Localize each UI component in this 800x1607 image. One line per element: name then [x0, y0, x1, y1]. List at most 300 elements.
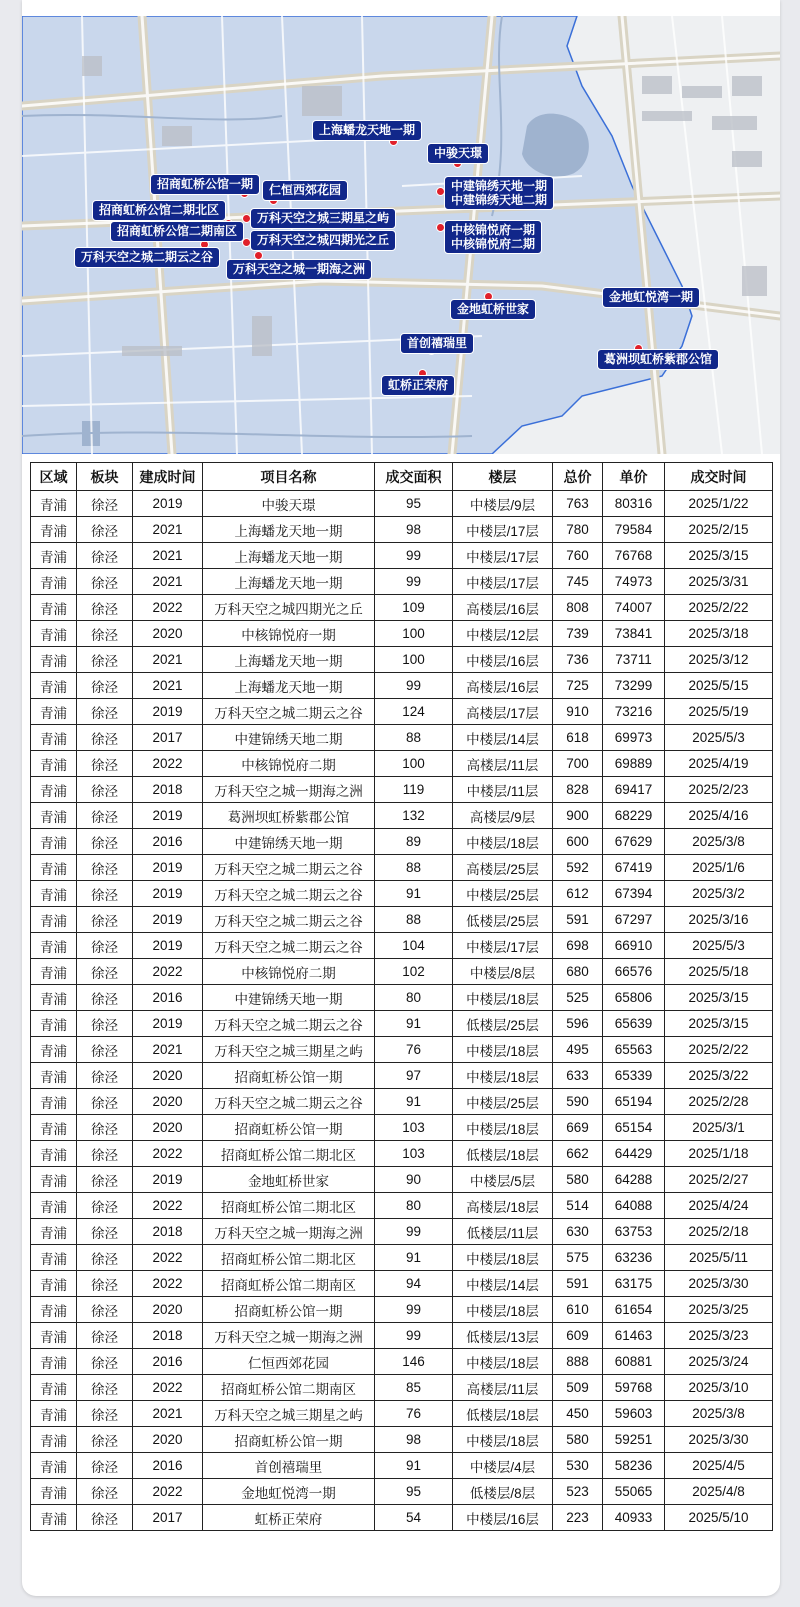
table-row [31, 1141, 773, 1167]
cell-col-area: 98 [375, 1427, 453, 1453]
table-row [31, 855, 773, 881]
location-map[interactable] [22, 16, 780, 454]
table-row [31, 517, 773, 543]
cell-col-built-year: 2019 [133, 933, 203, 959]
cell-col-unit-price: 67297 [603, 907, 665, 933]
cell-col-project: 招商虹桥公馆一期 [203, 1427, 375, 1453]
cell-col-built-year: 2019 [133, 1011, 203, 1037]
cell-col-total-price: 633 [553, 1063, 603, 1089]
cell-col-unit-price: 79584 [603, 517, 665, 543]
header-col-area: 成交面积 [375, 463, 453, 491]
cell-col-floor: 中楼层/8层 [453, 959, 553, 985]
content-card [22, 0, 780, 1596]
cell-col-unit-price: 67419 [603, 855, 665, 881]
cell-col-total-price: 450 [553, 1401, 603, 1427]
cell-col-unit-price: 74007 [603, 595, 665, 621]
cell-col-built-year: 2020 [133, 1297, 203, 1323]
cell-col-deal-date: 2025/3/23 [665, 1323, 773, 1349]
cell-col-area: 99 [375, 569, 453, 595]
table-row [31, 1453, 773, 1479]
cell-col-deal-date: 2025/4/19 [665, 751, 773, 777]
cell-col-area: 80 [375, 1193, 453, 1219]
cell-col-built-year: 2020 [133, 1063, 203, 1089]
cell-col-region: 青浦 [31, 1505, 77, 1531]
cell-col-area: 90 [375, 1167, 453, 1193]
cell-col-built-year: 2020 [133, 1089, 203, 1115]
cell-col-deal-date: 2025/5/15 [665, 673, 773, 699]
map-label-zhaoshang-1[interactable]: 招商虹桥公馆一期 [150, 174, 260, 195]
cell-col-unit-price: 69889 [603, 751, 665, 777]
cell-col-deal-date: 2025/5/19 [665, 699, 773, 725]
header-col-built-year: 建成时间 [133, 463, 203, 491]
cell-col-unit-price: 63753 [603, 1219, 665, 1245]
header-col-project: 项目名称 [203, 463, 375, 491]
cell-col-floor: 中楼层/17层 [453, 543, 553, 569]
cell-col-region: 青浦 [31, 569, 77, 595]
table-row [31, 1427, 773, 1453]
cell-col-floor: 中楼层/14层 [453, 725, 553, 751]
map-label-zhonghe[interactable] [444, 220, 542, 254]
table-row [31, 1011, 773, 1037]
cell-col-area: 91 [375, 1089, 453, 1115]
cell-col-area: 95 [375, 491, 453, 517]
cell-col-deal-date: 2025/2/15 [665, 517, 773, 543]
cell-col-unit-price: 69973 [603, 725, 665, 751]
header-col-region: 区域 [31, 463, 77, 491]
map-label-zhongjun[interactable]: 中骏天璟 [427, 143, 489, 164]
cell-col-sector: 徐泾 [77, 777, 133, 803]
cell-col-project: 中核锦悦府一期 [203, 621, 375, 647]
cell-col-sector: 徐泾 [77, 933, 133, 959]
header-col-total-price: 总价 [553, 463, 603, 491]
cell-col-floor: 中楼层/17层 [453, 569, 553, 595]
cell-col-area: 76 [375, 1037, 453, 1063]
cell-col-unit-price: 65339 [603, 1063, 665, 1089]
cell-col-project: 招商虹桥公馆二期南区 [203, 1271, 375, 1297]
cell-col-deal-date: 2025/3/8 [665, 1401, 773, 1427]
cell-col-region: 青浦 [31, 803, 77, 829]
cell-col-unit-price: 59603 [603, 1401, 665, 1427]
cell-col-sector: 徐泾 [77, 1505, 133, 1531]
cell-col-deal-date: 2025/2/23 [665, 777, 773, 803]
cell-col-sector: 徐泾 [77, 959, 133, 985]
table-row [31, 1063, 773, 1089]
cell-col-floor: 低楼层/8层 [453, 1479, 553, 1505]
cell-col-sector: 徐泾 [77, 699, 133, 725]
cell-col-region: 青浦 [31, 1375, 77, 1401]
cell-col-unit-price: 59768 [603, 1375, 665, 1401]
cell-col-region: 青浦 [31, 543, 77, 569]
cell-col-total-price: 600 [553, 829, 603, 855]
cell-col-project: 万科天空之城三期星之屿 [203, 1401, 375, 1427]
cell-col-built-year: 2022 [133, 959, 203, 985]
cell-col-deal-date: 2025/4/16 [665, 803, 773, 829]
map-label-vanke-4[interactable]: 万科天空之城四期光之丘 [250, 230, 396, 251]
header-col-unit-price: 单价 [603, 463, 665, 491]
table-row [31, 751, 773, 777]
cell-col-area: 98 [375, 517, 453, 543]
table-row [31, 543, 773, 569]
cell-col-project: 招商虹桥公馆二期北区 [203, 1141, 375, 1167]
cell-col-deal-date: 2025/3/16 [665, 907, 773, 933]
cell-col-floor: 高楼层/11层 [453, 1375, 553, 1401]
cell-col-total-price: 530 [553, 1453, 603, 1479]
cell-col-area: 97 [375, 1063, 453, 1089]
cell-col-floor: 中楼层/18层 [453, 985, 553, 1011]
table-row [31, 1323, 773, 1349]
cell-col-sector: 徐泾 [77, 855, 133, 881]
cell-col-built-year: 2022 [133, 1141, 203, 1167]
cell-col-area: 146 [375, 1349, 453, 1375]
cell-col-total-price: 888 [553, 1349, 603, 1375]
cell-col-built-year: 2019 [133, 855, 203, 881]
cell-col-project: 中核锦悦府二期 [203, 959, 375, 985]
cell-col-area: 91 [375, 881, 453, 907]
table-row [31, 803, 773, 829]
cell-col-deal-date: 2025/5/3 [665, 933, 773, 959]
map-label-zhaoshang-2n[interactable]: 招商虹桥公馆二期北区 [92, 200, 226, 221]
header-col-sector: 板块 [77, 463, 133, 491]
cell-col-sector: 徐泾 [77, 803, 133, 829]
cell-col-region: 青浦 [31, 621, 77, 647]
cell-col-project: 万科天空之城二期云之谷 [203, 907, 375, 933]
cell-col-total-price: 700 [553, 751, 603, 777]
cell-col-area: 103 [375, 1115, 453, 1141]
table-row [31, 569, 773, 595]
cell-col-region: 青浦 [31, 699, 77, 725]
map-label-vanke-3[interactable]: 万科天空之城三期星之屿 [250, 208, 396, 229]
cell-col-region: 青浦 [31, 1427, 77, 1453]
cell-col-deal-date: 2025/5/18 [665, 959, 773, 985]
cell-col-unit-price: 58236 [603, 1453, 665, 1479]
cell-col-deal-date: 2025/4/8 [665, 1479, 773, 1505]
cell-col-deal-date: 2025/3/15 [665, 985, 773, 1011]
cell-col-sector: 徐泾 [77, 1167, 133, 1193]
cell-col-unit-price: 61463 [603, 1323, 665, 1349]
cell-col-area: 94 [375, 1271, 453, 1297]
cell-col-project: 首创禧瑞里 [203, 1453, 375, 1479]
cell-col-region: 青浦 [31, 907, 77, 933]
cell-col-deal-date: 2025/3/24 [665, 1349, 773, 1375]
cell-col-area: 85 [375, 1375, 453, 1401]
cell-col-floor: 低楼层/13层 [453, 1323, 553, 1349]
cell-col-region: 青浦 [31, 1089, 77, 1115]
cell-col-unit-price: 69417 [603, 777, 665, 803]
cell-col-total-price: 780 [553, 517, 603, 543]
cell-col-deal-date: 2025/5/3 [665, 725, 773, 751]
cell-col-project: 葛洲坝虹桥紫郡公馆 [203, 803, 375, 829]
cell-col-area: 88 [375, 907, 453, 933]
cell-col-project: 中骏天璟 [203, 491, 375, 517]
cell-col-region: 青浦 [31, 777, 77, 803]
cell-col-project: 中建锦绣天地一期 [203, 829, 375, 855]
cell-col-project: 上海蟠龙天地一期 [203, 569, 375, 595]
cell-col-floor: 高楼层/18层 [453, 1193, 553, 1219]
map-label-zhongjian[interactable] [444, 176, 554, 210]
map-label-renheng[interactable]: 仁恒西郊花园 [262, 180, 348, 201]
table-row [31, 621, 773, 647]
cell-col-floor: 中楼层/25层 [453, 1089, 553, 1115]
cell-col-unit-price: 66910 [603, 933, 665, 959]
cell-col-unit-price: 63175 [603, 1271, 665, 1297]
cell-col-deal-date: 2025/3/2 [665, 881, 773, 907]
table-row [31, 1375, 773, 1401]
transaction-table [30, 462, 773, 1531]
cell-col-area: 102 [375, 959, 453, 985]
cell-col-sector: 徐泾 [77, 1375, 133, 1401]
cell-col-floor: 中楼层/18层 [453, 1427, 553, 1453]
cell-col-area: 80 [375, 985, 453, 1011]
cell-col-area: 124 [375, 699, 453, 725]
cell-col-built-year: 2022 [133, 1271, 203, 1297]
cell-col-project: 万科天空之城二期云之谷 [203, 881, 375, 907]
cell-col-built-year: 2019 [133, 1167, 203, 1193]
cell-col-unit-price: 74973 [603, 569, 665, 595]
cell-col-unit-price: 65806 [603, 985, 665, 1011]
cell-col-floor: 中楼层/5层 [453, 1167, 553, 1193]
cell-col-project: 万科天空之城二期云之谷 [203, 1089, 375, 1115]
cell-col-region: 青浦 [31, 829, 77, 855]
cell-col-total-price: 223 [553, 1505, 603, 1531]
cell-col-floor: 中楼层/18层 [453, 1115, 553, 1141]
cell-col-region: 青浦 [31, 1323, 77, 1349]
cell-col-deal-date: 2025/2/22 [665, 1037, 773, 1063]
table-row [31, 829, 773, 855]
cell-col-sector: 徐泾 [77, 1297, 133, 1323]
cell-col-unit-price: 64088 [603, 1193, 665, 1219]
map-label-zhaoshang-2s[interactable]: 招商虹桥公馆二期南区 [110, 221, 244, 242]
table-row [31, 647, 773, 673]
cell-col-floor: 中楼层/18层 [453, 1063, 553, 1089]
cell-col-floor: 中楼层/9层 [453, 491, 553, 517]
table-row [31, 1167, 773, 1193]
cell-col-project: 招商虹桥公馆二期南区 [203, 1375, 375, 1401]
map-label-vanke-1[interactable]: 万科天空之城一期海之洲 [226, 259, 372, 280]
cell-col-sector: 徐泾 [77, 1037, 133, 1063]
cell-col-deal-date: 2025/1/18 [665, 1141, 773, 1167]
cell-col-project: 万科天空之城三期星之屿 [203, 1037, 375, 1063]
table-row [31, 1115, 773, 1141]
cell-col-sector: 徐泾 [77, 1115, 133, 1141]
table-row [31, 725, 773, 751]
cell-col-unit-price: 65563 [603, 1037, 665, 1063]
cell-col-area: 88 [375, 725, 453, 751]
cell-col-region: 青浦 [31, 1063, 77, 1089]
map-label-zhongjian-line2: 中建锦绣天地二期 [451, 193, 548, 207]
cell-col-sector: 徐泾 [77, 1479, 133, 1505]
cell-col-total-price: 680 [553, 959, 603, 985]
cell-col-floor: 中楼层/4层 [453, 1453, 553, 1479]
cell-col-region: 青浦 [31, 517, 77, 543]
map-label-vanke-2[interactable]: 万科天空之城二期云之谷 [74, 247, 220, 268]
cell-col-total-price: 910 [553, 699, 603, 725]
cell-col-area: 88 [375, 855, 453, 881]
cell-col-area: 99 [375, 543, 453, 569]
cell-col-project: 金地虹桥世家 [203, 1167, 375, 1193]
cell-col-unit-price: 61654 [603, 1297, 665, 1323]
map-label-shanghai-xulong[interactable]: 上海蟠龙天地一期 [312, 120, 422, 141]
cell-col-deal-date: 2025/3/15 [665, 1011, 773, 1037]
cell-col-sector: 徐泾 [77, 1141, 133, 1167]
cell-col-floor: 高楼层/25层 [453, 855, 553, 881]
table-row [31, 933, 773, 959]
cell-col-region: 青浦 [31, 933, 77, 959]
cell-col-total-price: 609 [553, 1323, 603, 1349]
cell-col-sector: 徐泾 [77, 673, 133, 699]
cell-col-total-price: 525 [553, 985, 603, 1011]
cell-col-sector: 徐泾 [77, 1401, 133, 1427]
cell-col-region: 青浦 [31, 985, 77, 1011]
cell-col-built-year: 2016 [133, 829, 203, 855]
cell-col-unit-price: 40933 [603, 1505, 665, 1531]
cell-col-sector: 徐泾 [77, 1453, 133, 1479]
cell-col-floor: 中楼层/12层 [453, 621, 553, 647]
cell-col-total-price: 760 [553, 543, 603, 569]
cell-col-built-year: 2020 [133, 1427, 203, 1453]
cell-col-deal-date: 2025/1/6 [665, 855, 773, 881]
cell-col-region: 青浦 [31, 1271, 77, 1297]
cell-col-deal-date: 2025/2/22 [665, 595, 773, 621]
cell-col-project: 招商虹桥公馆一期 [203, 1115, 375, 1141]
map-label-zhonghe-line2: 中核锦悦府二期 [451, 237, 536, 251]
cell-col-project: 万科天空之城一期海之洲 [203, 1219, 375, 1245]
cell-col-region: 青浦 [31, 595, 77, 621]
cell-col-region: 青浦 [31, 1245, 77, 1271]
cell-col-deal-date: 2025/5/10 [665, 1505, 773, 1531]
cell-col-built-year: 2018 [133, 1219, 203, 1245]
map-label-gezhouba[interactable]: 葛洲坝虹桥紫郡公馆 [597, 349, 719, 370]
cell-col-project: 虹桥正荣府 [203, 1505, 375, 1531]
table-row [31, 777, 773, 803]
cell-col-floor: 中楼层/16层 [453, 647, 553, 673]
cell-col-region: 青浦 [31, 1115, 77, 1141]
cell-col-unit-price: 64288 [603, 1167, 665, 1193]
cell-col-floor: 高楼层/17层 [453, 699, 553, 725]
cell-col-total-price: 618 [553, 725, 603, 751]
cell-col-floor: 中楼层/17层 [453, 517, 553, 543]
cell-col-unit-price: 73711 [603, 647, 665, 673]
cell-col-floor: 中楼层/18层 [453, 1037, 553, 1063]
cell-col-unit-price: 63236 [603, 1245, 665, 1271]
cell-col-floor: 中楼层/18层 [453, 829, 553, 855]
cell-col-deal-date: 2025/3/30 [665, 1271, 773, 1297]
cell-col-unit-price: 64429 [603, 1141, 665, 1167]
cell-col-deal-date: 2025/2/27 [665, 1167, 773, 1193]
table-header [31, 463, 773, 491]
cell-col-area: 91 [375, 1011, 453, 1037]
table-row [31, 907, 773, 933]
map-label-jindi-hongqiao[interactable]: 金地虹桥世家 [450, 299, 536, 320]
cell-col-sector: 徐泾 [77, 1193, 133, 1219]
cell-col-project: 万科天空之城二期云之谷 [203, 699, 375, 725]
cell-col-unit-price: 60881 [603, 1349, 665, 1375]
map-label-jindi-hongyue[interactable]: 金地虹悦湾一期 [602, 287, 700, 308]
cell-col-built-year: 2019 [133, 907, 203, 933]
table-body [31, 491, 773, 1531]
cell-col-total-price: 736 [553, 647, 603, 673]
cell-col-project: 中建锦绣天地二期 [203, 725, 375, 751]
cell-col-built-year: 2022 [133, 1479, 203, 1505]
map-label-shouchuang[interactable]: 首创禧瑞里 [400, 333, 474, 354]
cell-col-sector: 徐泾 [77, 621, 133, 647]
cell-col-total-price: 612 [553, 881, 603, 907]
table-row [31, 985, 773, 1011]
cell-col-region: 青浦 [31, 673, 77, 699]
cell-col-project: 万科天空之城二期云之谷 [203, 855, 375, 881]
cell-col-project: 中核锦悦府二期 [203, 751, 375, 777]
cell-col-total-price: 739 [553, 621, 603, 647]
cell-col-built-year: 2020 [133, 1115, 203, 1141]
cell-col-total-price: 580 [553, 1167, 603, 1193]
table-row [31, 1271, 773, 1297]
cell-col-deal-date: 2025/1/22 [665, 491, 773, 517]
cell-col-total-price: 592 [553, 855, 603, 881]
cell-col-project: 万科天空之城一期海之洲 [203, 777, 375, 803]
cell-col-total-price: 495 [553, 1037, 603, 1063]
cell-col-deal-date: 2025/3/1 [665, 1115, 773, 1141]
cell-col-floor: 中楼层/18层 [453, 1245, 553, 1271]
cell-col-project: 上海蟠龙天地一期 [203, 543, 375, 569]
cell-col-floor: 中楼层/18层 [453, 1297, 553, 1323]
cell-col-project: 万科天空之城一期海之洲 [203, 1323, 375, 1349]
cell-col-total-price: 590 [553, 1089, 603, 1115]
cell-col-area: 103 [375, 1141, 453, 1167]
cell-col-area: 91 [375, 1245, 453, 1271]
cell-col-built-year: 2019 [133, 699, 203, 725]
cell-col-total-price: 828 [553, 777, 603, 803]
cell-col-project: 招商虹桥公馆一期 [203, 1063, 375, 1089]
cell-col-sector: 徐泾 [77, 1323, 133, 1349]
header-col-floor: 楼层 [453, 463, 553, 491]
cell-col-built-year: 2019 [133, 881, 203, 907]
cell-col-project: 万科天空之城二期云之谷 [203, 1011, 375, 1037]
cell-col-built-year: 2021 [133, 1401, 203, 1427]
cell-col-deal-date: 2025/4/24 [665, 1193, 773, 1219]
cell-col-region: 青浦 [31, 1011, 77, 1037]
cell-col-sector: 徐泾 [77, 725, 133, 751]
cell-col-area: 91 [375, 1453, 453, 1479]
cell-col-region: 青浦 [31, 647, 77, 673]
cell-col-deal-date: 2025/2/18 [665, 1219, 773, 1245]
cell-col-built-year: 2021 [133, 647, 203, 673]
cell-col-floor: 高楼层/16层 [453, 595, 553, 621]
cell-col-area: 95 [375, 1479, 453, 1505]
cell-col-built-year: 2021 [133, 673, 203, 699]
cell-col-total-price: 808 [553, 595, 603, 621]
header-col-deal-date: 成交时间 [665, 463, 773, 491]
map-label-hongqiao-zhengrong[interactable]: 虹桥正荣府 [381, 375, 455, 396]
cell-col-total-price: 591 [553, 907, 603, 933]
cell-col-sector: 徐泾 [77, 1063, 133, 1089]
cell-col-floor: 中楼层/16层 [453, 1505, 553, 1531]
cell-col-total-price: 763 [553, 491, 603, 517]
cell-col-area: 99 [375, 1323, 453, 1349]
cell-col-project: 上海蟠龙天地一期 [203, 517, 375, 543]
table-row [31, 1401, 773, 1427]
cell-col-region: 青浦 [31, 1297, 77, 1323]
cell-col-unit-price: 73299 [603, 673, 665, 699]
cell-col-project: 招商虹桥公馆二期北区 [203, 1193, 375, 1219]
cell-col-floor: 高楼层/11层 [453, 751, 553, 777]
cell-col-project: 金地虹悦湾一期 [203, 1479, 375, 1505]
cell-col-region: 青浦 [31, 1141, 77, 1167]
table-row [31, 699, 773, 725]
cell-col-built-year: 2021 [133, 517, 203, 543]
cell-col-deal-date: 2025/3/18 [665, 621, 773, 647]
cell-col-region: 青浦 [31, 1349, 77, 1375]
cell-col-area: 54 [375, 1505, 453, 1531]
cell-col-project: 中建锦绣天地一期 [203, 985, 375, 1011]
